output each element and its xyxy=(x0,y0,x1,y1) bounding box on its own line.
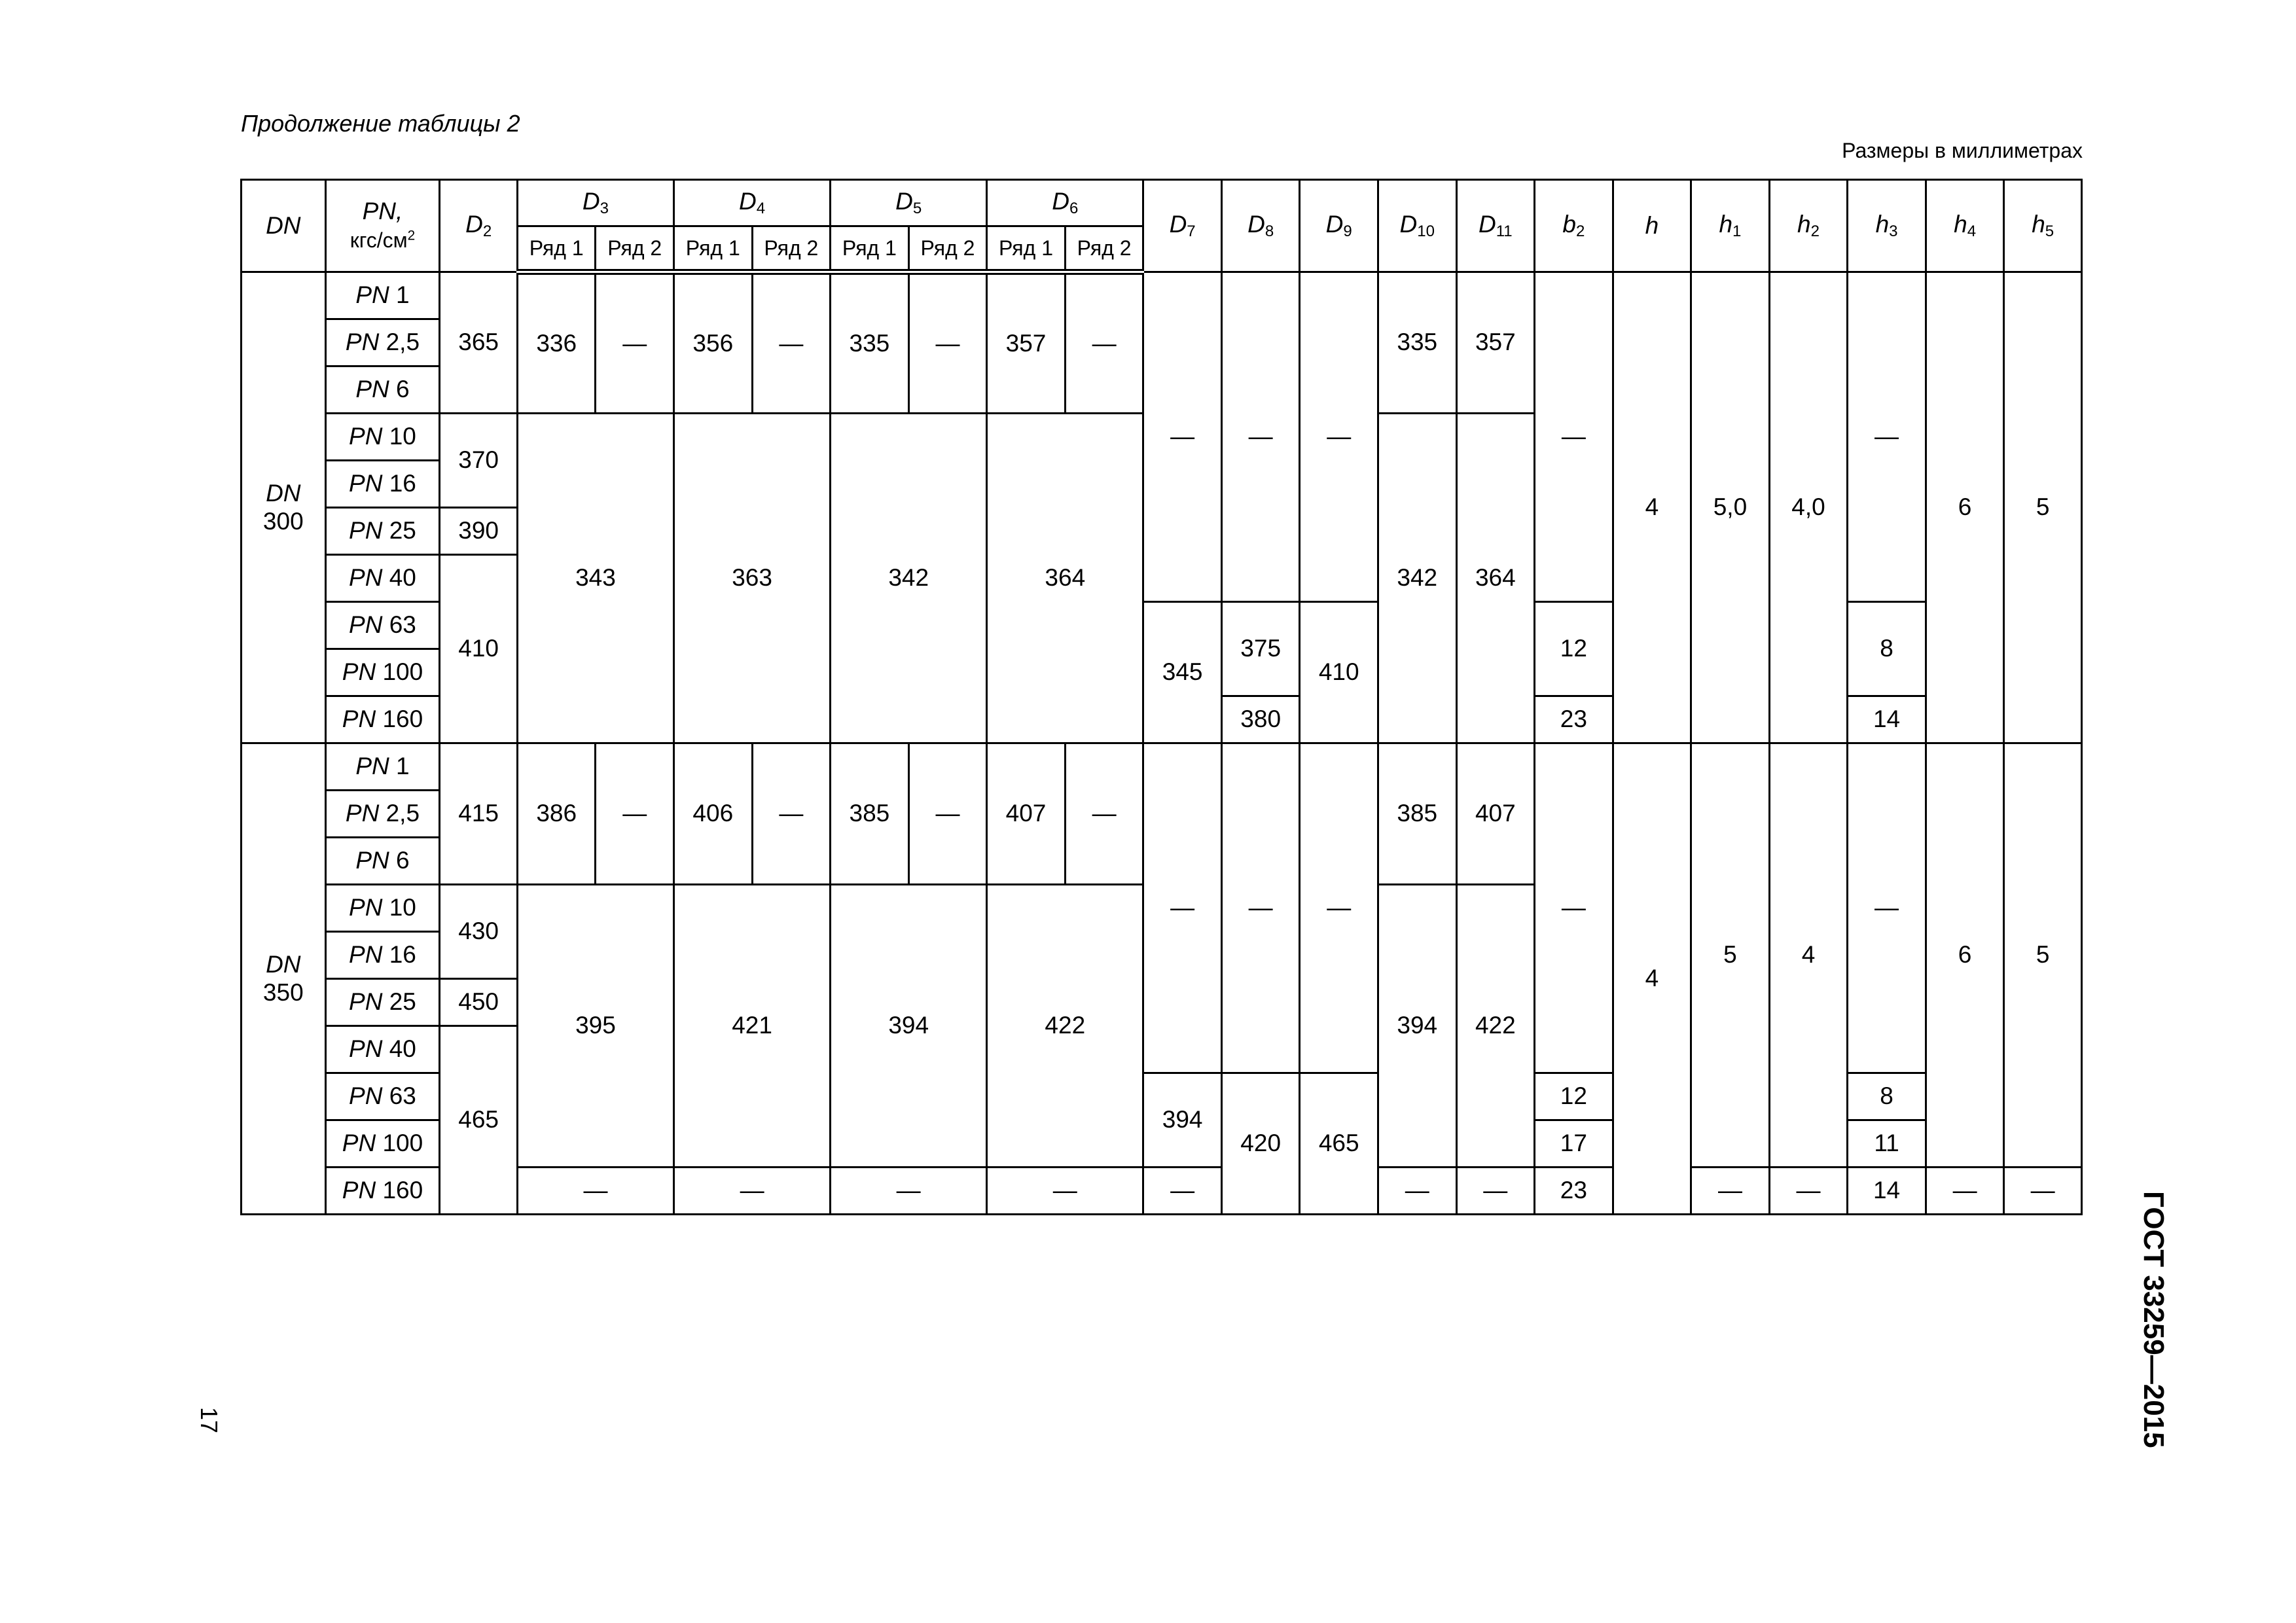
h3-cell: 14 xyxy=(1848,1168,1926,1215)
pn-cell: PN 10 xyxy=(325,414,440,461)
d4-row2-cell: — xyxy=(752,272,831,414)
header-d4-row2: Ряд 2 xyxy=(752,226,831,272)
table-row xyxy=(242,743,2082,791)
d4-row1-cell: 406 xyxy=(674,743,753,885)
header-h5: $h_5$ xyxy=(2004,180,2082,272)
header-dn: DN xyxy=(242,180,326,272)
table-row xyxy=(242,272,2082,319)
h3-cell: 11 xyxy=(1848,1120,1926,1168)
d9-cell: — xyxy=(1300,743,1378,1073)
b2-cell: — xyxy=(1535,743,1613,1073)
d6-cell: 364 xyxy=(987,414,1143,743)
header-d11: $D_{11}$ xyxy=(1456,180,1535,272)
d3-row1-cell: 336 xyxy=(517,272,596,414)
pn-cell: PN 16 xyxy=(325,932,440,979)
d2-cell: 365 xyxy=(440,272,518,414)
d5-row2-cell: — xyxy=(908,743,987,885)
h4-cell: 6 xyxy=(1926,743,2004,1168)
h3-cell: 8 xyxy=(1848,602,1926,696)
d8-cell: — xyxy=(1221,743,1300,1073)
header-d3-row2: Ряд 2 xyxy=(596,226,674,272)
header-h1: $h_1$ xyxy=(1691,180,1770,272)
dn-cell: DN 350 xyxy=(242,743,326,1215)
d2-cell: 430 xyxy=(440,885,518,979)
d2-cell: 415 xyxy=(440,743,518,885)
d2-cell: 370 xyxy=(440,414,518,508)
d11-cell: — xyxy=(1456,1168,1535,1215)
header-d2: $D_2$ xyxy=(440,180,518,272)
d3-cell: 395 xyxy=(517,885,673,1168)
b2-cell: 12 xyxy=(1535,602,1613,696)
pn-cell: PN 6 xyxy=(325,366,440,414)
d5-cell: — xyxy=(831,1168,987,1215)
header-d4: $D_4$ xyxy=(674,180,831,226)
d10-cell: 394 xyxy=(1378,885,1456,1168)
table-row xyxy=(242,1168,2082,1215)
d7-cell: 394 xyxy=(1143,1073,1222,1168)
d3-row1-cell: 386 xyxy=(517,743,596,885)
units-note: Размеры в миллиметрах xyxy=(1842,139,2083,162)
d10-cell: 335 xyxy=(1378,272,1456,414)
h3-cell: — xyxy=(1848,743,1926,1073)
d4-row1-cell: 356 xyxy=(674,272,753,414)
page-number: 17 xyxy=(196,1407,223,1434)
d4-cell: 363 xyxy=(674,414,831,743)
d11-cell: 422 xyxy=(1456,885,1535,1168)
pn-cell: PN 2,5 xyxy=(325,791,440,838)
header-d8: $D_8$ xyxy=(1221,180,1300,272)
pn-cell: PN 40 xyxy=(325,1026,440,1073)
d6-cell: 422 xyxy=(987,885,1143,1168)
d8-cell: — xyxy=(1221,272,1300,602)
header-row-1 xyxy=(242,180,2082,226)
d4-cell: 421 xyxy=(674,885,831,1168)
d2-cell: 465 xyxy=(440,1026,518,1215)
pn-cell: PN 16 xyxy=(325,461,440,508)
d5-cell: 342 xyxy=(831,414,987,743)
d2-cell: 390 xyxy=(440,508,518,555)
header-pn: PN, кгс/$см^2$ xyxy=(325,180,440,272)
d7-cell: — xyxy=(1143,743,1222,1073)
h4-cell: — xyxy=(1926,1168,2004,1215)
header-b2: $b_2$ xyxy=(1535,180,1613,272)
header-h4: $h_4$ xyxy=(1926,180,2004,272)
b2-cell: 23 xyxy=(1535,1168,1613,1215)
header-d6-row2: Ряд 2 xyxy=(1065,226,1143,272)
pn-cell: PN 160 xyxy=(325,696,440,743)
pn-cell: PN 25 xyxy=(325,979,440,1026)
pn-cell: PN 1 xyxy=(325,272,440,319)
pn-cell: PN 160 xyxy=(325,1168,440,1215)
h2-cell: 4,0 xyxy=(1769,272,1848,743)
header-d5-row1: Ряд 1 xyxy=(831,226,909,272)
d7-cell: — xyxy=(1143,1168,1222,1215)
table-caption: Продолжение таблицы 2 xyxy=(241,110,520,137)
h5-cell: 5 xyxy=(2004,272,2082,743)
dn-cell: DN 300 xyxy=(242,272,326,743)
h-cell: 4 xyxy=(1613,743,1691,1215)
d4-cell: — xyxy=(674,1168,831,1215)
header-d3: $D_3$ xyxy=(517,180,673,226)
h1-cell: 5 xyxy=(1691,743,1770,1168)
h4-cell: 6 xyxy=(1926,272,2004,743)
h1-cell: — xyxy=(1691,1168,1770,1215)
h3-cell: 14 xyxy=(1848,696,1926,743)
header-d7: $D_7$ xyxy=(1143,180,1222,272)
d4-row2-cell: — xyxy=(752,743,831,885)
d9-cell: 465 xyxy=(1300,1073,1378,1215)
d9-cell: — xyxy=(1300,272,1378,602)
header-d9: $D_9$ xyxy=(1300,180,1378,272)
d6-row1-cell: 357 xyxy=(987,272,1066,414)
d3-cell: 343 xyxy=(517,414,673,743)
h3-cell: — xyxy=(1848,272,1926,602)
dimensions-table xyxy=(240,179,2083,1215)
h1-cell: 5,0 xyxy=(1691,272,1770,743)
h2-cell: — xyxy=(1769,1168,1848,1215)
d8-cell: 420 xyxy=(1221,1073,1300,1215)
d7-cell: — xyxy=(1143,272,1222,602)
header-h: h xyxy=(1613,180,1691,272)
d10-cell: 342 xyxy=(1378,414,1456,743)
d5-row1-cell: 385 xyxy=(831,743,909,885)
header-d4-row1: Ряд 1 xyxy=(674,226,753,272)
header-d5: $D_5$ xyxy=(831,180,987,226)
header-d3-row1: Ряд 1 xyxy=(517,226,596,272)
header-h2: $h_2$ xyxy=(1769,180,1848,272)
pn-cell: PN 63 xyxy=(325,602,440,649)
d10-cell: 385 xyxy=(1378,743,1456,885)
d5-cell: 394 xyxy=(831,885,987,1168)
b2-cell: 23 xyxy=(1535,696,1613,743)
pn-cell: PN 10 xyxy=(325,885,440,932)
d2-cell: 410 xyxy=(440,555,518,743)
h-cell: 4 xyxy=(1613,272,1691,743)
d3-cell: — xyxy=(517,1168,673,1215)
d2-cell: 450 xyxy=(440,979,518,1026)
pn-cell: PN 2,5 xyxy=(325,319,440,366)
d8-cell: 380 xyxy=(1221,696,1300,743)
header-d6: $D_6$ xyxy=(987,180,1143,226)
header-d6-row1: Ряд 1 xyxy=(987,226,1066,272)
pn-cell: PN 6 xyxy=(325,838,440,885)
d5-row1-cell: 335 xyxy=(831,272,909,414)
pn-cell: PN 1 xyxy=(325,743,440,791)
d3-row2-cell: — xyxy=(596,272,674,414)
d6-cell: — xyxy=(987,1168,1143,1215)
d11-cell: 357 xyxy=(1456,272,1535,414)
h5-cell: 5 xyxy=(2004,743,2082,1168)
d5-row2-cell: — xyxy=(908,272,987,414)
d10-cell: — xyxy=(1378,1168,1456,1215)
h5-cell: — xyxy=(2004,1168,2082,1215)
header-d10: $D_{10}$ xyxy=(1378,180,1456,272)
header-h3: $h_3$ xyxy=(1848,180,1926,272)
pn-cell: PN 63 xyxy=(325,1073,440,1120)
b2-cell: — xyxy=(1535,272,1613,602)
pn-cell: PN 100 xyxy=(325,649,440,696)
standard-title: ГОСТ 33259—2015 xyxy=(2138,1191,2170,1448)
d6-row2-cell: — xyxy=(1065,743,1143,885)
d11-cell: 364 xyxy=(1456,414,1535,743)
pn-cell: PN 40 xyxy=(325,555,440,602)
header-d5-row2: Ряд 2 xyxy=(908,226,987,272)
h2-cell: 4 xyxy=(1769,743,1848,1168)
d3-row2-cell: — xyxy=(596,743,674,885)
pn-cell: PN 100 xyxy=(325,1120,440,1168)
d7-cell: 345 xyxy=(1143,602,1222,743)
d6-row1-cell: 407 xyxy=(987,743,1066,885)
d11-cell: 407 xyxy=(1456,743,1535,885)
h3-cell: 8 xyxy=(1848,1073,1926,1120)
pn-cell: PN 25 xyxy=(325,508,440,555)
d8-cell: 375 xyxy=(1221,602,1300,696)
d9-cell: 410 xyxy=(1300,602,1378,743)
b2-cell: 12 xyxy=(1535,1073,1613,1120)
b2-cell: 17 xyxy=(1535,1120,1613,1168)
d6-row2-cell: — xyxy=(1065,272,1143,414)
